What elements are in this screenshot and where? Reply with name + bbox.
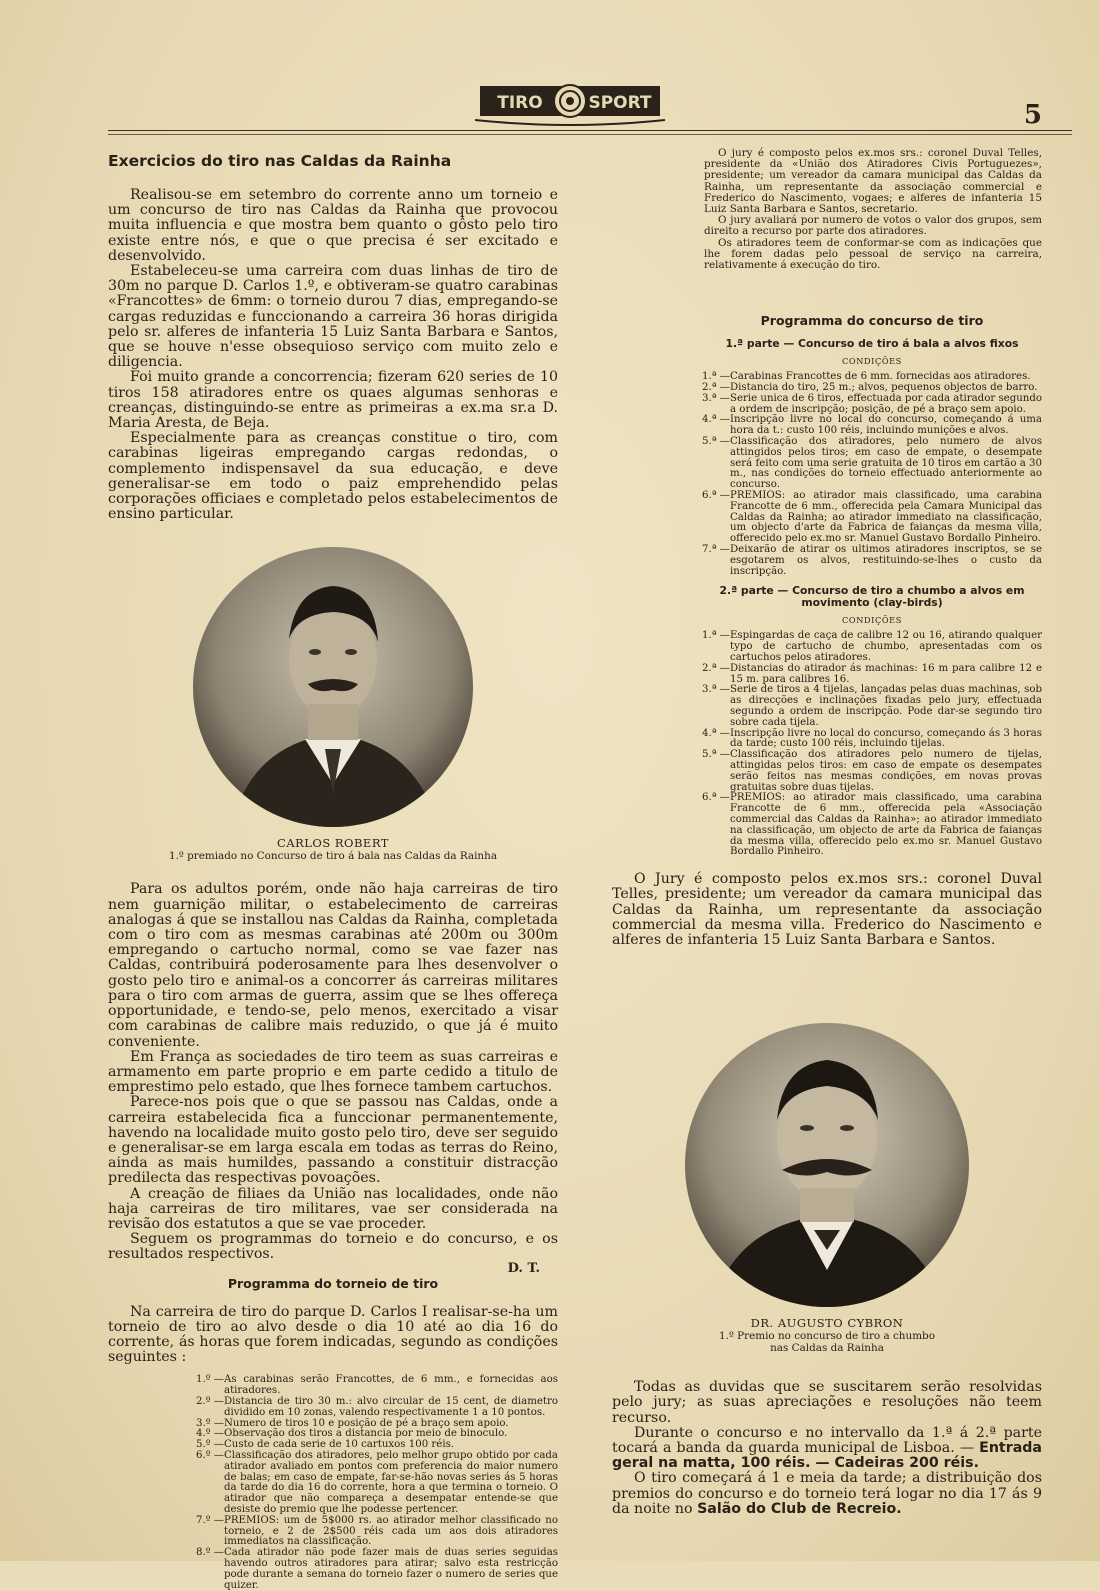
list-item: 6.ª — PREMIOS: ao atirador mais classificado, uma carabina Francotte de 6 mm., offerecida pela Camara Municipal das Caldas da Rainha; ao atirador immediato na classificação, um objecto d'arte da Fabrica de faianças da mesma villa, offerecido pelo ex.mo sr. Manuel Gustavo Bordallo Pinheiro. <box>702 490 1042 545</box>
article-paragraph: Foi muito grande a concorrencia; fizeram 620 series de 10 tiros 158 atiradores entre os quaes algumas senhoras e creanças, distinguindo-se entre as primeiras a ex.ma sr.a D. Maria Aresta, de Beja. <box>108 369 558 432</box>
photo-caption: nas Caldas da Rainha <box>770 1342 884 1355</box>
article-paragraph: Estabeleceu-se uma carreira com duas linhas de tiro de 30m no parque D. Carlos 1.º, e obtiveram-se quatro carabinas «Francottes» de 6mm: o torneio durou 7 dias, empregando-se cargas reduzidas e funccionando a carreira 36 horas dirigida pelo sr. alferes de infanteria 15 Luiz Santa Barbara e Santos, que se houve n'esse obsequioso serviço com muito zelo e diligencia. <box>108 263 558 371</box>
jury-paragraph: O jury é composto pelos ex.mos srs.: coronel Duval Telles, presidente da «União dos Atiradores Civis Portuguezes», presidente; um vereador da camara municipal das Caldas da Rainha, um representante da associação commercial e Frederico do Nascimento, vogaes; e alferes de infanteria 15 Luiz Santa Barbara e Santos, secretario. <box>704 147 1042 216</box>
article-paragraph: Realisou-se em setembro do corrente anno um torneio e um concurso de tiro nas Caldas da Rainha que provocou muita influencia e que mostra bem quanto o gôsto pelo tiro existe entre nós, e que o que precisa é ser excitado e desenvolvido. <box>108 187 558 264</box>
svg-text:SPORT: SPORT <box>588 93 652 113</box>
final-paragraph <box>612 1471 1042 1517</box>
list-item: 7.ª — Deixarão de atirar os ultimos atiradores inscriptos, se se esgotarem os alvos, restituindo-se-lhes o custo da inscripção. <box>702 543 1042 577</box>
torneio-intro: Na carreira de tiro do parque D. Carlos I realisar-se-ha um torneio de tiro ao alvo desde o dia 10 até ao dia 16 do corrente, ás horas que forem indicadas, segundo as condições seguintes : <box>108 1303 558 1366</box>
list-item: 8.º — Cada atirador não pode fazer mais de duas series seguidas havendo outros atiradores para atirar; salvo esta restricção pode durante a semana do torneio fazer o numero de series que quizer. <box>196 1547 558 1591</box>
list-item: 4.ª — Inscripção livre no local do concurso, começando ás 3 horas da tarde; custo 100 réis, incluindo tijelas. <box>702 727 1042 750</box>
photo-caption-name: DR. AUGUSTO CYBRON <box>750 1316 904 1331</box>
article-paragraph: Parece-nos pois que o que se passou nas Caldas, onde a carreira estabelecida fica a funccionar permanentemente, havendo na localidade muito gosto pelo tiro, deve ser seguido e generalisar-se em larga escala em todas as terras do Reino, ainda as mais humildes, passando a constituir distracção predilecta das respectivas povoações. <box>108 1094 558 1187</box>
final-bold-text: Salão do Club de Recreio. <box>697 1500 902 1517</box>
left-column <box>108 148 558 1591</box>
concurso-program-title: Programma do concurso de tiro <box>760 313 984 329</box>
final-bold-text: Entrada geral na matta, 100 réis. — Cadeiras 200 réis. <box>612 1439 1042 1472</box>
part1-conditions-list <box>612 372 1042 577</box>
list-item: 5.ª — Classificação dos atiradores, pelo numero de alvos attingidos pelos tiros; em caso de empate, o desempate será feito com uma serie gratuita de 10 tiros em cartão a 30 m., nas condições do torneio effectuado anteriormente ao concurso. <box>702 436 1042 491</box>
list-item: 7.º — PREMIOS: um de 5$000 rs. ao atirador melhor classificado no torneio, e 2 de 2$500 réis cada um aos dois atiradores immediatos na classificação. <box>196 1514 558 1548</box>
right-column <box>612 148 1042 1517</box>
portrait-image <box>682 1020 972 1310</box>
list-item: 3.º — Numero de tiros 10 e posição de pé a braço sem apoio. <box>196 1417 509 1429</box>
part1-conditions-heading: CONDIÇÕES <box>842 356 902 367</box>
photo-caption: 1.º Premio no concurso de tiro a chumbo <box>719 1330 935 1343</box>
list-item: 3.ª — Serie de tiros a 4 tijelas, lançadas pelas duas machinas, sob as direcções e inclinações fixadas pelo jury, effectuada segundo a ordem de inscripção. Pode dar-se segundo tiro sobre cada tijela. <box>702 684 1042 728</box>
page-number: 5 <box>1023 100 1042 130</box>
list-item: 2.ª — Distancias do atirador ás machinas: 16 m para calibre 12 e 15 m. para calibres 16. <box>702 662 1042 685</box>
list-item: 5.º — Custo de cada serie de 10 cartuxos 100 réis. <box>196 1439 455 1451</box>
jury-composition: O Jury é composto pelos ex.mos srs.: coronel Duval Telles, presidente; um vereador da camara municipal das Caldas da Rainha, um representante da associação commercial da mesma villa. Frederico do Nascimento e alferes de infanteria 15 Luiz Santa Barbara e Santos. <box>612 871 1042 948</box>
part2-conditions-list <box>612 631 1042 858</box>
torneio-program-title: Programma do torneio de tiro <box>227 1275 439 1291</box>
photo-augusto-cybron <box>612 1020 1042 1354</box>
photo-caption: 1.º premiado no Concurso de tiro á bala nas Caldas da Rainha <box>168 850 498 863</box>
list-item: 2.ª — Distancia do tiro, 25 m.; alvos, pequenos objectos de barro. <box>702 382 1038 394</box>
part2-title: 2.ª parte — Concurso de tiro a chumbo a alvos em movimento (clay-birds) <box>719 584 1025 610</box>
photo-caption-name: CARLOS ROBERT <box>277 836 389 851</box>
list-item: 1.ª — Espingardas de caça de calibre 12 ou 16, atirando qualquer typo de cartucho de chumbo, apresentadas com os cartuchos pelos atiradores. <box>702 630 1042 663</box>
part1-title: 1.ª parte — Concurso de tiro á bala a alvos fixos <box>725 337 1019 351</box>
article-paragraph: Seguem os programmas do torneio e do concurso, e os resultados respectivos. <box>108 1231 558 1263</box>
author-signature: D. T. <box>507 1260 540 1276</box>
torneio-conditions-list <box>108 1375 558 1591</box>
article-title: Exercicios do tiro nas Caldas da Rainha <box>108 152 452 170</box>
list-item: 4.ª — Inscripção livre no local do concurso, começando á uma hora da t.: custo 100 réis, incluindo munições e alvos. <box>702 414 1042 437</box>
list-item: 4.º — Observação dos tiros a distancia por meio de binoculo. <box>196 1428 508 1440</box>
article-paragraph: Especialmente para as creanças constitue o tiro, com carabinas ligeiras empregando cargas redondas, o complemento indispensavel da sua educação, e deve generalisar-se em todo o paiz emprehendido pelas corporações officiaes e completado pelos estabelecimentos de ensino particular. <box>108 430 558 523</box>
list-item: 3.ª — Serie unica de 6 tiros, effectuada por cada atirador segundo a ordem de inscripção; posição, de pé a braço sem apoio. <box>702 392 1042 415</box>
header-rule <box>108 130 1072 131</box>
portrait-image <box>190 544 476 830</box>
header-rule-secondary <box>108 134 1072 135</box>
final-text: Durante o concurso e no intervallo da 1.ª á 2.ª parte tocará a banda da guarda municipal de Lisboa. — <box>612 1424 1042 1456</box>
masthead-logo <box>470 80 670 128</box>
list-item: 2.º — Distancia de tiro 30 m.: alvo circular de 15 cent, de diametro dividido em 10 zonas, valendo respectivamente 1 a 10 pontos. <box>196 1395 558 1418</box>
article-paragraph: Para os adultos porém, onde não haja carreiras de tiro nem guarnição militar, o estabelecimento de carreiras analogas á que se installou nas Caldas da Rainha, completada com o tiro com as mesmas carabinas até 200m ou 300m empregando o cartucho normal, como se vae fazer nas Caldas, contribuirá poderosamente para lhes desenvolver o gosto pelo tiro e animal-os a concorrer ás carreiras militares para o tiro com armas de guerra, assim que se lhes offereça opportunidade, e tendo-se, pelo menos, exercitado a visar com carabinas de calibre mais reduzido, o que já é muito conveniente. <box>108 881 558 1050</box>
photo-carlos-robert <box>108 544 558 862</box>
jury-paragraph: O jury avaliará por numero de votos o valor dos grupos, sem direito a recurso por parte dos atiradores. <box>704 214 1042 238</box>
list-item: 6.ª — PREMIOS: ao atirador mais classificado, uma carabina Francotte de 6 mm., offerecida pela «Associação commercial das Caldas da Rainha»; ao atirador immediato na classificação, um objecto de arte da Fabrica de faianças da mesma villa, offerecido pelo ex.mo sr. Manuel Gustavo Bordallo Pinheiro. <box>702 792 1042 858</box>
final-text: O tiro começará á 1 e meia da tarde; a distribuição dos premios do concurso e do torneio terá logar no dia 17 ás 9 da noite no <box>612 1470 1042 1517</box>
part2-conditions-heading: CONDIÇÕES <box>842 615 902 626</box>
list-item: 1.ª — Carabinas Francottes de 6 mm. fornecidas aos atiradores. <box>702 371 1031 383</box>
jury-paragraph: Os atiradores teem de conformar-se com as indicações que lhe forem dadas pelo pessoal de serviço na carreira, relativamente á execução do tiro. <box>704 236 1042 272</box>
article-paragraph: Em França as sociedades de tiro teem as suas carreiras e armamento em parte proprio e em parte cedido a titulo de emprestimo pelo estado, que lhes fornece tambem cartuchos. <box>108 1048 558 1096</box>
article-paragraph: A creação de filiaes da União nas localidades, onde não haja carreiras de tiro militares, vae ser considerada na revisão dos estatutos a que se vae proceder. <box>108 1185 558 1232</box>
final-paragraph: Todas as duvidas que se suscitarem serão resolvidas pelo jury; as suas apreciações e resoluções não teem recurso. <box>612 1379 1042 1426</box>
list-item: 6.º — Classificação dos atiradores, pelo melhor grupo obtido por cada atirador avaliado em pontos com preferencia do maior numero de balas; em caso de empate, far-se-hão novas series ás 5 horas da tarde do dia 16 do corrente, hora a que termina o torneio. O atirador que não compareça a desempatar entende-se que desiste do premio que lhe podesse pertencer. <box>196 1449 558 1515</box>
final-paragraph <box>612 1426 1042 1472</box>
svg-text:TIRO: TIRO <box>497 93 543 113</box>
list-item: 5.ª — Classificação dos atiradores pelo numero de tijelas, attingidas pelos tiros: em caso de empate os desempates serão feitos nas mesmas condições, em novas provas gratuitas sobre duas tijelas. <box>702 749 1042 793</box>
list-item: 1.º — As carabinas serão Francottes, de 6 mm., e fornecidas aos atiradores. <box>196 1374 558 1397</box>
